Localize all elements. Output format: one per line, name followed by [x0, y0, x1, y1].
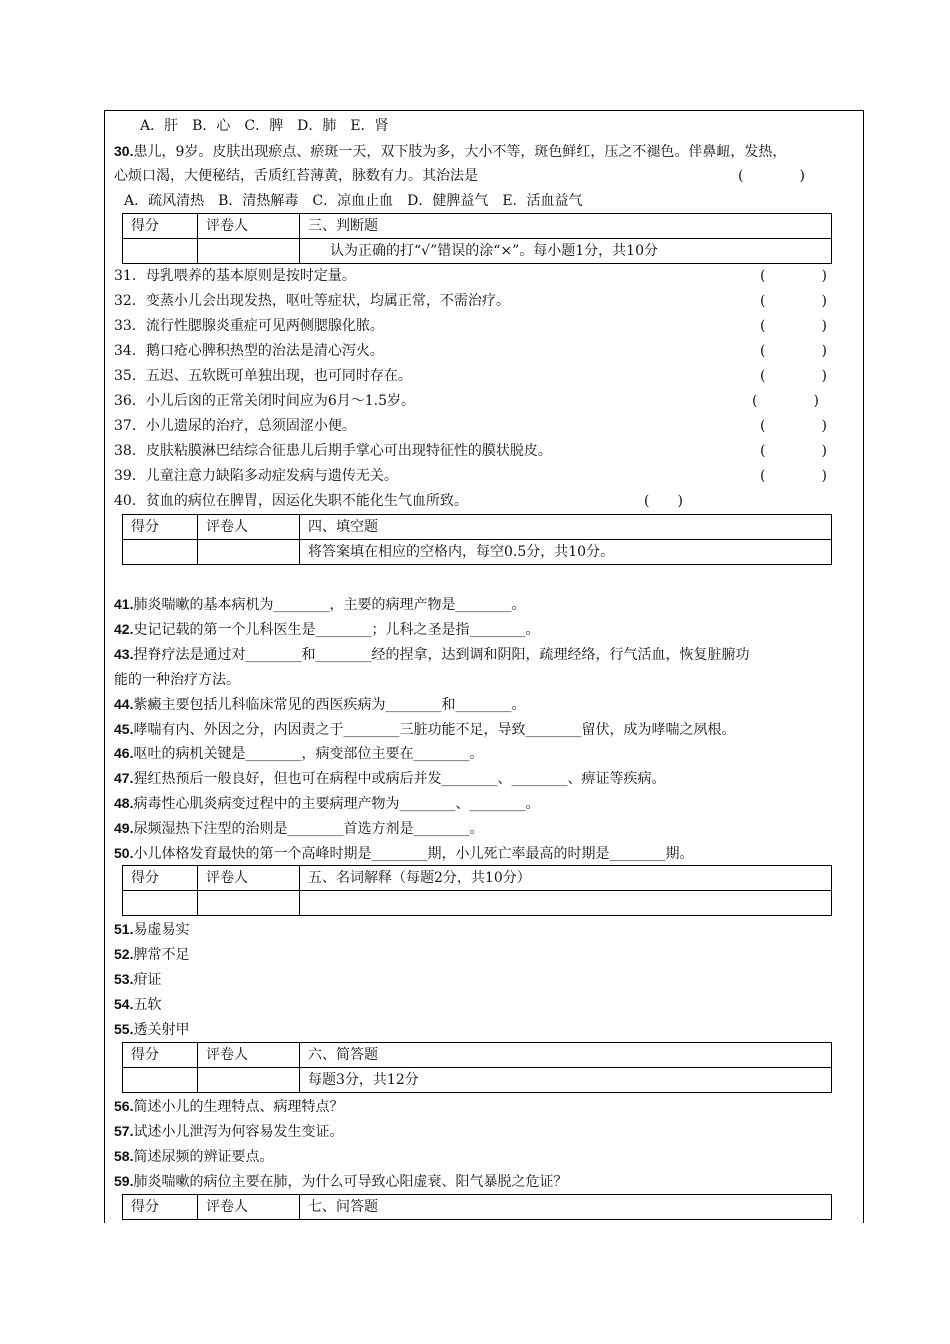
question-number: 53. [114, 971, 134, 987]
q30-options: A．疏风清热 B．清热解毒 C．凉血止血 D．健脾益气 E．活血益气 [124, 193, 583, 209]
question-text: 贫血的病位在脾胃，因运化失职不能化生气血所致。 [145, 493, 468, 509]
question-text: 鹅口疮心脾积热型的治法是清心泻火。 [145, 343, 384, 359]
question-text: 史记记载的第一个儿科医生是________；儿科之圣是指________。 [133, 621, 540, 638]
section3-title: 三、判断题 [300, 214, 832, 239]
question-text: 简述尿频的辨证要点。 [133, 1149, 274, 1165]
answer-paren: ( ) [760, 443, 827, 459]
question-number: 32． [114, 293, 146, 309]
section7-title: 七、问答题 [300, 1195, 832, 1220]
question-item [114, 919, 189, 940]
question-number: 48. [114, 795, 134, 812]
question-item [114, 291, 510, 311]
question-text: 皮肤粘膜淋巴结综合征患儿后期手掌心可出现特征性的膜状脱皮。 [145, 443, 552, 459]
question-number: 49. [114, 820, 134, 837]
score-cell [123, 891, 198, 916]
question-number: 52. [114, 946, 134, 962]
q30-text1: 患儿，9岁。皮肤出现瘀点、瘀斑一天，双下肢为多，大小不等，斑色鲜红，压之不褪色。伴鼻衄，发热， [133, 144, 787, 160]
question-text: 试述小儿泄泻为何容易发生变证。 [133, 1124, 344, 1140]
question-item [114, 818, 483, 839]
question-text: 小儿后囟的正常关闭时间应为6月～1.5岁。 [145, 393, 415, 409]
score-cell [123, 239, 198, 264]
section6-score-table [122, 1042, 832, 1093]
question-item [114, 994, 161, 1015]
question-text: 捏脊疗法是通过对________和________经的捏拿，达到调和阴阳，疏理经络，行气活血，恢复脏腑功 [133, 646, 750, 663]
question-item [114, 491, 468, 511]
grader-cell [198, 1068, 300, 1093]
question-number: 33． [114, 318, 146, 334]
q30-line1 [114, 141, 786, 162]
question-number: 34． [114, 343, 146, 359]
question-number: 45. [114, 720, 134, 737]
grader-label: 评卷人 [198, 214, 300, 239]
grader-label: 评卷人 [198, 866, 300, 891]
grader-label: 评卷人 [198, 1043, 300, 1068]
score-cell [123, 1068, 198, 1093]
question-text: 小儿体格发育最快的第一个高峰时期是________期，小儿死亡率最高的时期是________期。 [133, 846, 694, 862]
question-item [114, 416, 356, 436]
grader-cell [198, 540, 300, 565]
question-item [114, 719, 735, 740]
answer-paren: ( ) [760, 293, 827, 309]
question-text: 儿童注意力缺陷多动症发病与遗传无关。 [145, 468, 398, 484]
q29-options: A．肝 B．心 C．脾 D．肺 E．肾 [140, 118, 389, 134]
section4-title: 四、填空题 [300, 515, 832, 540]
question-item [114, 1146, 273, 1167]
question-item [114, 391, 415, 411]
section4-instruction: 将答案填在相应的空格内，每空0.5分，共10分。 [300, 540, 832, 565]
q30-answer-paren: ( ) [738, 168, 805, 184]
score-label: 得分 [123, 1043, 198, 1068]
grader-cell [198, 239, 300, 264]
question-number: 59. [114, 1173, 134, 1189]
question-item [114, 341, 384, 361]
score-label: 得分 [123, 1195, 198, 1220]
section6-instruction: 每题3分，共12分 [300, 1068, 832, 1093]
question-item [114, 793, 539, 814]
question-text: 猩红热预后一般良好，但也可在病程中或病后并发________、________、痹证等疾病。 [133, 771, 666, 788]
answer-paren: ( ) [760, 418, 827, 434]
grader-label: 评卷人 [198, 1195, 300, 1220]
section5-answer-cell [300, 891, 832, 916]
answer-paren: ( ) [760, 318, 827, 334]
question-text: 哮喘有内、外因之分，内因责之于________三脏功能不足，导致________留伏，成为哮喘之夙根。 [133, 721, 736, 738]
answer-paren: ( ) [752, 393, 819, 409]
question-text: 肺炎喘嗽的病位主要在肺，为什么可导致心阳虚衰、阳气暴脱之危证？ [133, 1174, 568, 1190]
section5-title: 五、名词解释（每题2分，共10分） [300, 866, 832, 891]
question-number: 31． [114, 268, 146, 284]
question-item [114, 441, 552, 461]
question-item [114, 366, 412, 386]
question-number: 46. [114, 745, 134, 762]
question-text: 尿频湿热下注型的治则是________首选方剂是________。 [133, 821, 484, 838]
question-number: 54. [114, 996, 134, 1012]
question-number: 35． [114, 368, 146, 384]
answer-paren: ( ) [760, 468, 827, 484]
section5-score-table [122, 865, 832, 916]
question-text: 呕吐的病机关键是________，病变部位主要在________。 [133, 746, 484, 763]
question-text: 五软 [133, 997, 162, 1013]
question-item [114, 644, 749, 665]
question-text: 小儿遗尿的治疗，总须固涩小便。 [145, 418, 356, 434]
question-number: 47. [114, 770, 134, 787]
question-text: 能的一种治疗方法。 [114, 671, 240, 688]
question-item [114, 316, 384, 336]
question-number: 55. [114, 1021, 134, 1037]
score-label: 得分 [123, 214, 198, 239]
question-text: 五迟、五软既可单独出现，也可同时存在。 [145, 368, 412, 384]
question-number: 56. [114, 1098, 134, 1114]
question-number: 41. [114, 596, 134, 612]
question-text: 疳证 [133, 972, 162, 988]
question-item [114, 669, 240, 690]
question-text: 简述小儿的生理特点、病理特点？ [133, 1099, 344, 1115]
question-text: 透关射甲 [133, 1022, 190, 1038]
question-text: 易虚易实 [133, 922, 190, 938]
question-number: 42. [114, 620, 134, 637]
question-number: 58. [114, 1148, 134, 1164]
question-number: 40． [114, 493, 146, 509]
question-number: 39． [114, 468, 146, 484]
q30-number: 30. [114, 143, 134, 159]
question-text: 变蒸小儿会出现发热，呕吐等症状，均属正常，不需治疗。 [145, 293, 510, 309]
question-item [114, 969, 161, 990]
question-item [114, 1171, 567, 1192]
section7-score-table [122, 1194, 832, 1220]
question-item [114, 594, 525, 615]
question-text: 脾常不足 [133, 947, 190, 963]
grader-label: 评卷人 [198, 515, 300, 540]
question-item [114, 1121, 343, 1142]
answer-paren: ( ) [644, 493, 683, 509]
answer-paren: ( ) [760, 343, 827, 359]
question-text: 母乳喂养的基本原则是按时定量。 [145, 268, 356, 284]
question-item [114, 266, 356, 286]
question-item [114, 1096, 343, 1117]
question-text: 紫癜主要包括儿科临床常见的西医疾病为________和________。 [133, 696, 526, 713]
question-number: 51. [114, 921, 134, 937]
question-item [114, 768, 665, 789]
question-item [114, 843, 693, 864]
section3-score-table [122, 213, 832, 264]
answer-paren: ( ) [760, 368, 827, 384]
question-number: 57. [114, 1123, 134, 1139]
question-number: 50. [114, 845, 134, 861]
question-text: 病毒性心肌炎病变过程中的主要病理产物为________、________。 [133, 796, 540, 813]
q30-text2: 心烦口渴，大便秘结，舌质红苔薄黄，脉数有力。其治法是 [114, 168, 478, 184]
question-item [114, 944, 189, 965]
question-number: 36． [114, 393, 146, 409]
question-item [114, 466, 398, 486]
question-item [114, 1019, 189, 1040]
question-number: 44. [114, 695, 134, 712]
section6-title: 六、简答题 [300, 1043, 832, 1068]
score-cell [123, 540, 198, 565]
question-item [114, 619, 539, 640]
section3-instruction: 认为正确的打“√”错误的涂“×”。每小题1分，共10分 [300, 239, 832, 264]
question-number: 37． [114, 418, 146, 434]
score-label: 得分 [123, 515, 198, 540]
question-item [114, 743, 483, 764]
section4-score-table [122, 514, 832, 565]
question-text: 肺炎喘嗽的基本病机为________，主要的病理产物是________。 [133, 597, 526, 613]
question-number: 38． [114, 443, 146, 459]
score-label: 得分 [123, 866, 198, 891]
answer-paren: ( ) [760, 268, 827, 284]
question-item [114, 694, 525, 715]
question-text: 流行性腮腺炎重症可见两侧腮腺化脓。 [145, 318, 384, 334]
question-number: 43. [114, 645, 134, 662]
grader-cell [198, 891, 300, 916]
